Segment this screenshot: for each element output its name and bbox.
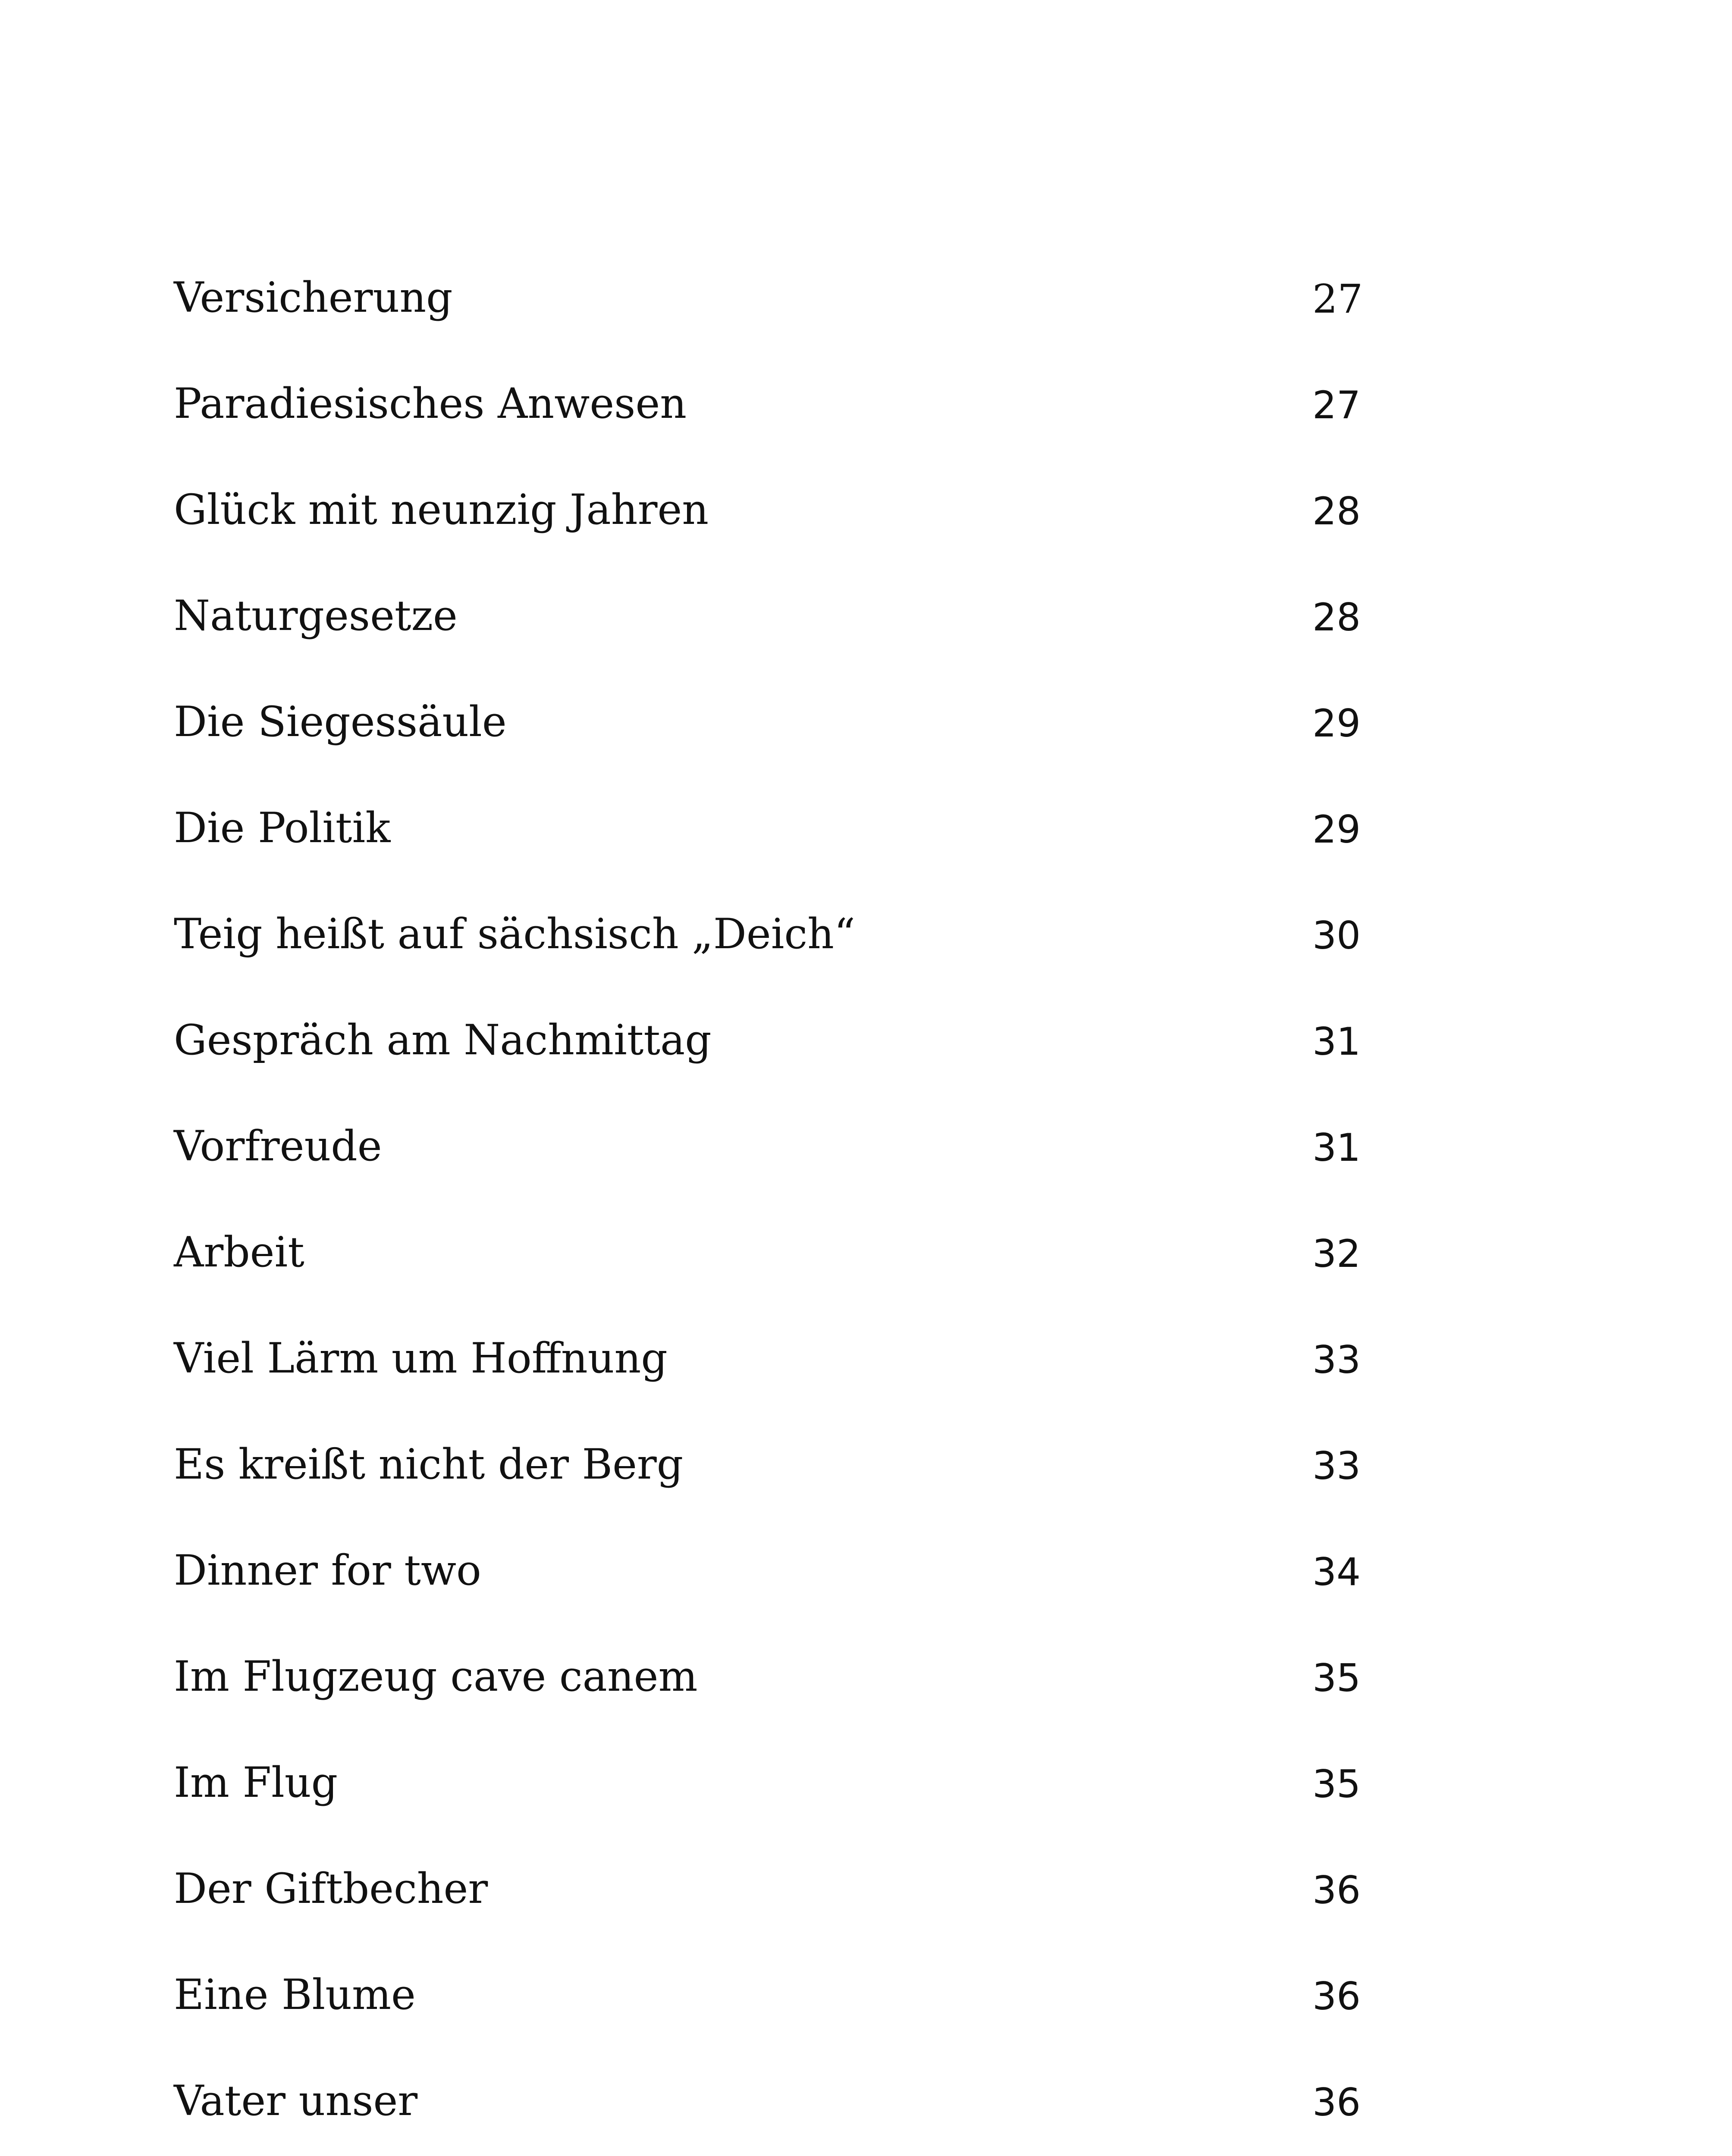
toc-entry	[174, 1099, 1381, 1205]
toc-entry-page-number: 36	[1312, 1868, 1361, 1912]
toc-entry-title: Teig heißt auf sächsisch „Deich“	[174, 910, 856, 958]
toc-entry-title: Viel Lärm um Hoffnung	[174, 1334, 668, 1382]
toc-entry-title: Vater unser	[174, 2077, 418, 2125]
toc-entry	[174, 1629, 1381, 1735]
toc-entry-page-number: 35	[1312, 1762, 1361, 1806]
toc-entry	[174, 462, 1381, 568]
toc-entry	[174, 1205, 1381, 1311]
toc-entry-page-number: 35	[1312, 1656, 1361, 1700]
table-of-contents	[174, 250, 1381, 2156]
toc-entry-title: Eine Blume	[174, 1971, 416, 2019]
toc-entry	[174, 674, 1381, 780]
toc-entry	[174, 1947, 1381, 2053]
toc-entry-page-number: 36	[1312, 2080, 1361, 2125]
toc-entry-title: Im Flug	[174, 1758, 338, 1807]
toc-entry-page-number: 28	[1312, 595, 1361, 639]
toc-entry-page-number: 32	[1312, 1232, 1361, 1276]
toc-entry-title: Paradiesisches Anwesen	[174, 379, 687, 428]
toc-entry	[174, 568, 1381, 674]
toc-entry	[174, 250, 1381, 356]
toc-entry	[174, 993, 1381, 1099]
toc-entry-title: Arbeit	[174, 1228, 304, 1276]
toc-entry	[174, 356, 1381, 462]
toc-entry-page-number: 29	[1312, 701, 1361, 746]
toc-entry-page-number: 31	[1312, 1125, 1361, 1170]
toc-entry	[174, 780, 1381, 887]
toc-entry-page-number: 27	[1312, 276, 1363, 322]
toc-entry-title: Vorfreude	[174, 1122, 382, 1170]
toc-entry-page-number: 28	[1312, 489, 1361, 533]
toc-entry	[174, 1735, 1381, 1841]
toc-entry-title: Es kreißt nicht der Berg	[174, 1440, 684, 1489]
toc-entry-title: Versicherung	[174, 273, 453, 322]
toc-entry-page-number: 34	[1312, 1550, 1361, 1594]
toc-entry-title: Die Siegessäule	[174, 698, 507, 746]
toc-entry-page-number: 33	[1312, 1338, 1361, 1382]
toc-entry-page-number: 33	[1312, 1444, 1361, 1488]
toc-entry-title: Im Flugzeug cave canem	[174, 1652, 698, 1701]
toc-entry	[174, 1311, 1381, 1417]
toc-entry-title: Der Giftbecher	[174, 1865, 488, 1913]
toc-entry-page-number: 27	[1312, 383, 1361, 427]
toc-entry	[174, 1523, 1381, 1629]
toc-entry	[174, 1417, 1381, 1523]
toc-entry-page-number: 29	[1312, 807, 1361, 852]
toc-entry-page-number: 31	[1312, 1019, 1361, 1064]
toc-entry-page-number: 36	[1312, 1974, 1361, 2018]
toc-entry	[174, 2053, 1381, 2156]
toc-entry-title: Die Politik	[174, 804, 391, 852]
toc-entry-title: Naturgesetze	[174, 592, 458, 640]
toc-entry-title: Dinner for two	[174, 1546, 481, 1595]
toc-entry-title: Glück mit neunzig Jahren	[174, 486, 709, 534]
toc-entry	[174, 887, 1381, 993]
toc-entry-title: Gespräch am Nachmittag	[174, 1016, 712, 1064]
toc-entry	[174, 1841, 1381, 1947]
toc-entry-page-number: 30	[1312, 913, 1361, 958]
